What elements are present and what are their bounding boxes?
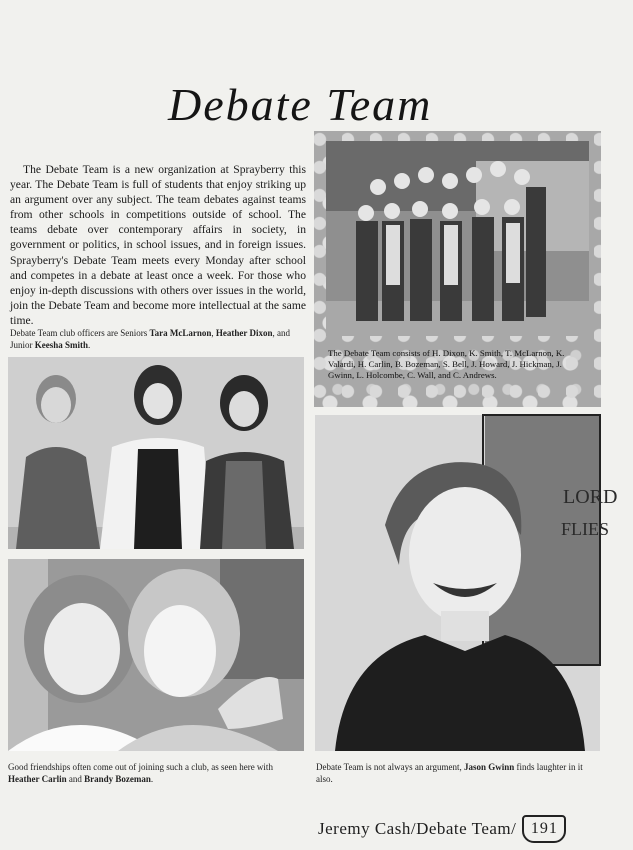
jason-caption [316,761,600,785]
body-paragraph: The Debate Team is a new organization at Sprayberry this year. The Debate Team is full of students that enjoy striking up an argument over any subject. The team debates against teams from other schools in competitions outside of school. The teams debate over contemporary affairs in society, in government or politics, in school issues, and in foreign issues. Sprayberry's Debate Team meets every Monday after school and competes in a debate at least once a week. For those who enjoy in-depth discussions with others over issues in the world, join the Debate Team and become more intellectual at the same time. [10,163,306,327]
poster-text-2: FLIES [561,519,610,539]
jason-caption-text-2: finds laughter in it also. [316,762,583,784]
officers-photo [8,357,304,549]
jason-photo [315,415,618,751]
caption-sep: , [272,328,275,338]
officers-caption-text: Debate Team club officers are Seniors [10,328,150,338]
officers-caption [10,327,306,351]
page-footer [318,815,566,843]
friends-photo [8,559,304,751]
page-title: Debate Team [168,79,433,130]
group-photo [326,141,589,336]
caption-end: . [88,340,91,350]
jason-caption-text: Debate Team is not always an argument, [316,762,464,772]
officer-name-1: Tara McLarnon [149,328,212,338]
friends-caption-text-2: and [66,774,85,784]
officer-name-2: Heather Dixon [215,328,273,338]
page-number-badge: 191 [522,815,566,843]
officer-name-3: Keesha Smith [34,340,89,350]
friends-caption-text: Good friendships often come out of joining such a club, as seen here with [8,762,273,772]
group-caption: The Debate Team consists of H. Dixon, K. Smith, T. McLarnon, K. Valardi, H. Carlin, B. Bozeman, S. Bell, J. Howard, J. Hickman, J. Gwinn, L. Holcombe, C. Wall, and C. Andrews. [328,348,565,380]
friends-caption [8,761,304,785]
footer-credit: Jeremy Cash/Debate Team/ [318,819,517,838]
officers-caption-text-2: and Junior [10,328,290,350]
poster-text-1: LORD [563,486,618,508]
caption-sep: , [211,328,216,338]
jason-name: Jason Gwinn [464,762,515,772]
friend-name-1: Heather Carlin [8,774,67,784]
caption-end: . [150,774,154,784]
friend-name-2: Brandy Bozeman [84,774,151,784]
